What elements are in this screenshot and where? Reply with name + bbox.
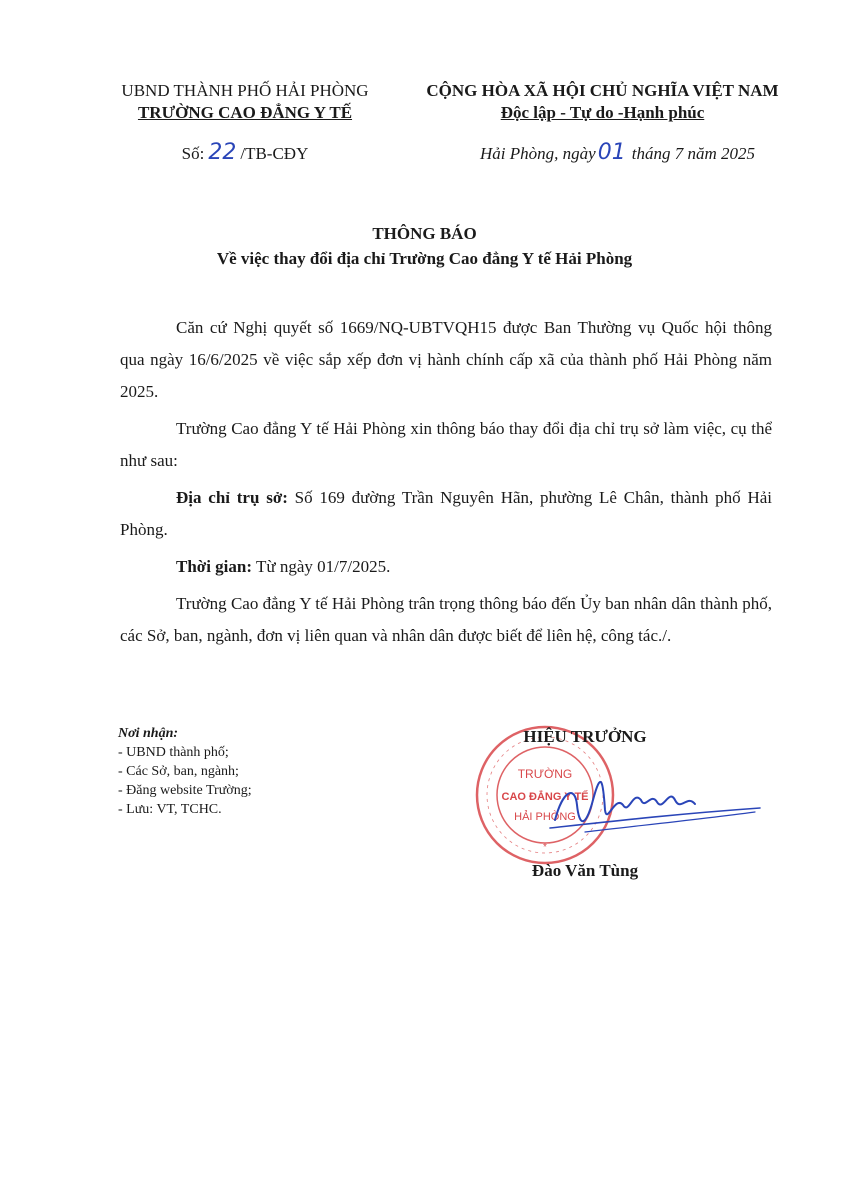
- signatory-name: Đào Văn Tùng: [531, 861, 639, 880]
- document-body: [120, 312, 772, 652]
- svg-text:*: *: [543, 842, 547, 853]
- document-subtitle: Về việc thay đổi địa chỉ Trường Cao đẳng Y tế Hải Phòng: [216, 249, 633, 268]
- number-suffix: /TB-CĐY: [240, 144, 309, 163]
- paragraph-closing: Trường Cao đẳng Y tế Hải Phòng trân trọng thông báo đến Ủy ban nhân dân thành phố, các Sở, ban, ngành, đơn vị liên quan và nhân dân được biết để liên hệ, công tác./.: [120, 594, 772, 645]
- org-line-2: TRƯỜNG CAO ĐẲNG Y TẾ: [137, 103, 353, 122]
- document-title: THÔNG BÁO: [372, 224, 477, 243]
- recipient-item: - Các Sở, ban, ngành;: [118, 764, 239, 779]
- recipient-item: - Lưu: VT, TCHC.: [118, 802, 222, 817]
- recipient-item: - Đăng website Trường;: [118, 783, 252, 798]
- document-date: [405, 142, 800, 165]
- signatory-title: HIỆU TRƯỞNG: [523, 727, 647, 746]
- date-prefix: Hải Phòng, ngày: [480, 144, 596, 163]
- paragraph-announcement: Trường Cao đẳng Y tế Hải Phòng xin thông báo thay đổi địa chỉ trụ sở làm việc, cụ thể như sau:: [120, 419, 772, 470]
- national-motto: [405, 80, 800, 165]
- seal-line-2: CAO ĐẲNG Y TẾ: [501, 791, 589, 803]
- seal-line-3: HẢI PHÒNG: [514, 811, 576, 823]
- number-value: 22: [208, 140, 237, 165]
- date-suffix: tháng 7 năm 2025: [631, 144, 755, 163]
- recipient-item: - UBND thành phố;: [118, 745, 229, 760]
- number-prefix: Số:: [181, 144, 205, 163]
- seal-line-1: TRƯỜNG: [517, 767, 573, 781]
- document-number: [100, 142, 390, 165]
- time-value: Từ ngày 01/7/2025.: [252, 557, 391, 576]
- nation-line-1: CỘNG HÒA XÃ HỘI CHỦ NGHĨA VIỆT NAM: [426, 81, 779, 100]
- recipients-block: [118, 724, 252, 819]
- paragraph-time: [120, 551, 772, 583]
- issuing-organization: [100, 80, 390, 165]
- paragraph-legal-basis: Căn cứ Nghị quyết số 1669/NQ-UBTVQH15 được Ban Thường vụ Quốc hội thông qua ngày 16/6/2025 về việc sắp xếp đơn vị hành chính cấp xã của thành phố Hải Phòng năm 2025.: [120, 318, 772, 401]
- time-label: Thời gian:: [176, 557, 253, 576]
- address-label: Địa chỉ trụ sở:: [176, 488, 288, 507]
- date-day: 01: [597, 140, 626, 165]
- nation-line-2: Độc lập - Tự do -Hạnh phúc: [500, 103, 705, 122]
- org-line-1: UBND THÀNH PHỐ HẢI PHÒNG: [121, 81, 369, 100]
- paragraph-address: [120, 482, 772, 546]
- address-value: Số 169 đường Trần Nguyên Hãn, phường Lê Chân, thành phố Hải Phòng.: [120, 488, 773, 539]
- handwritten-signature: [545, 770, 765, 840]
- recipients-title: Nơi nhận:: [118, 726, 179, 741]
